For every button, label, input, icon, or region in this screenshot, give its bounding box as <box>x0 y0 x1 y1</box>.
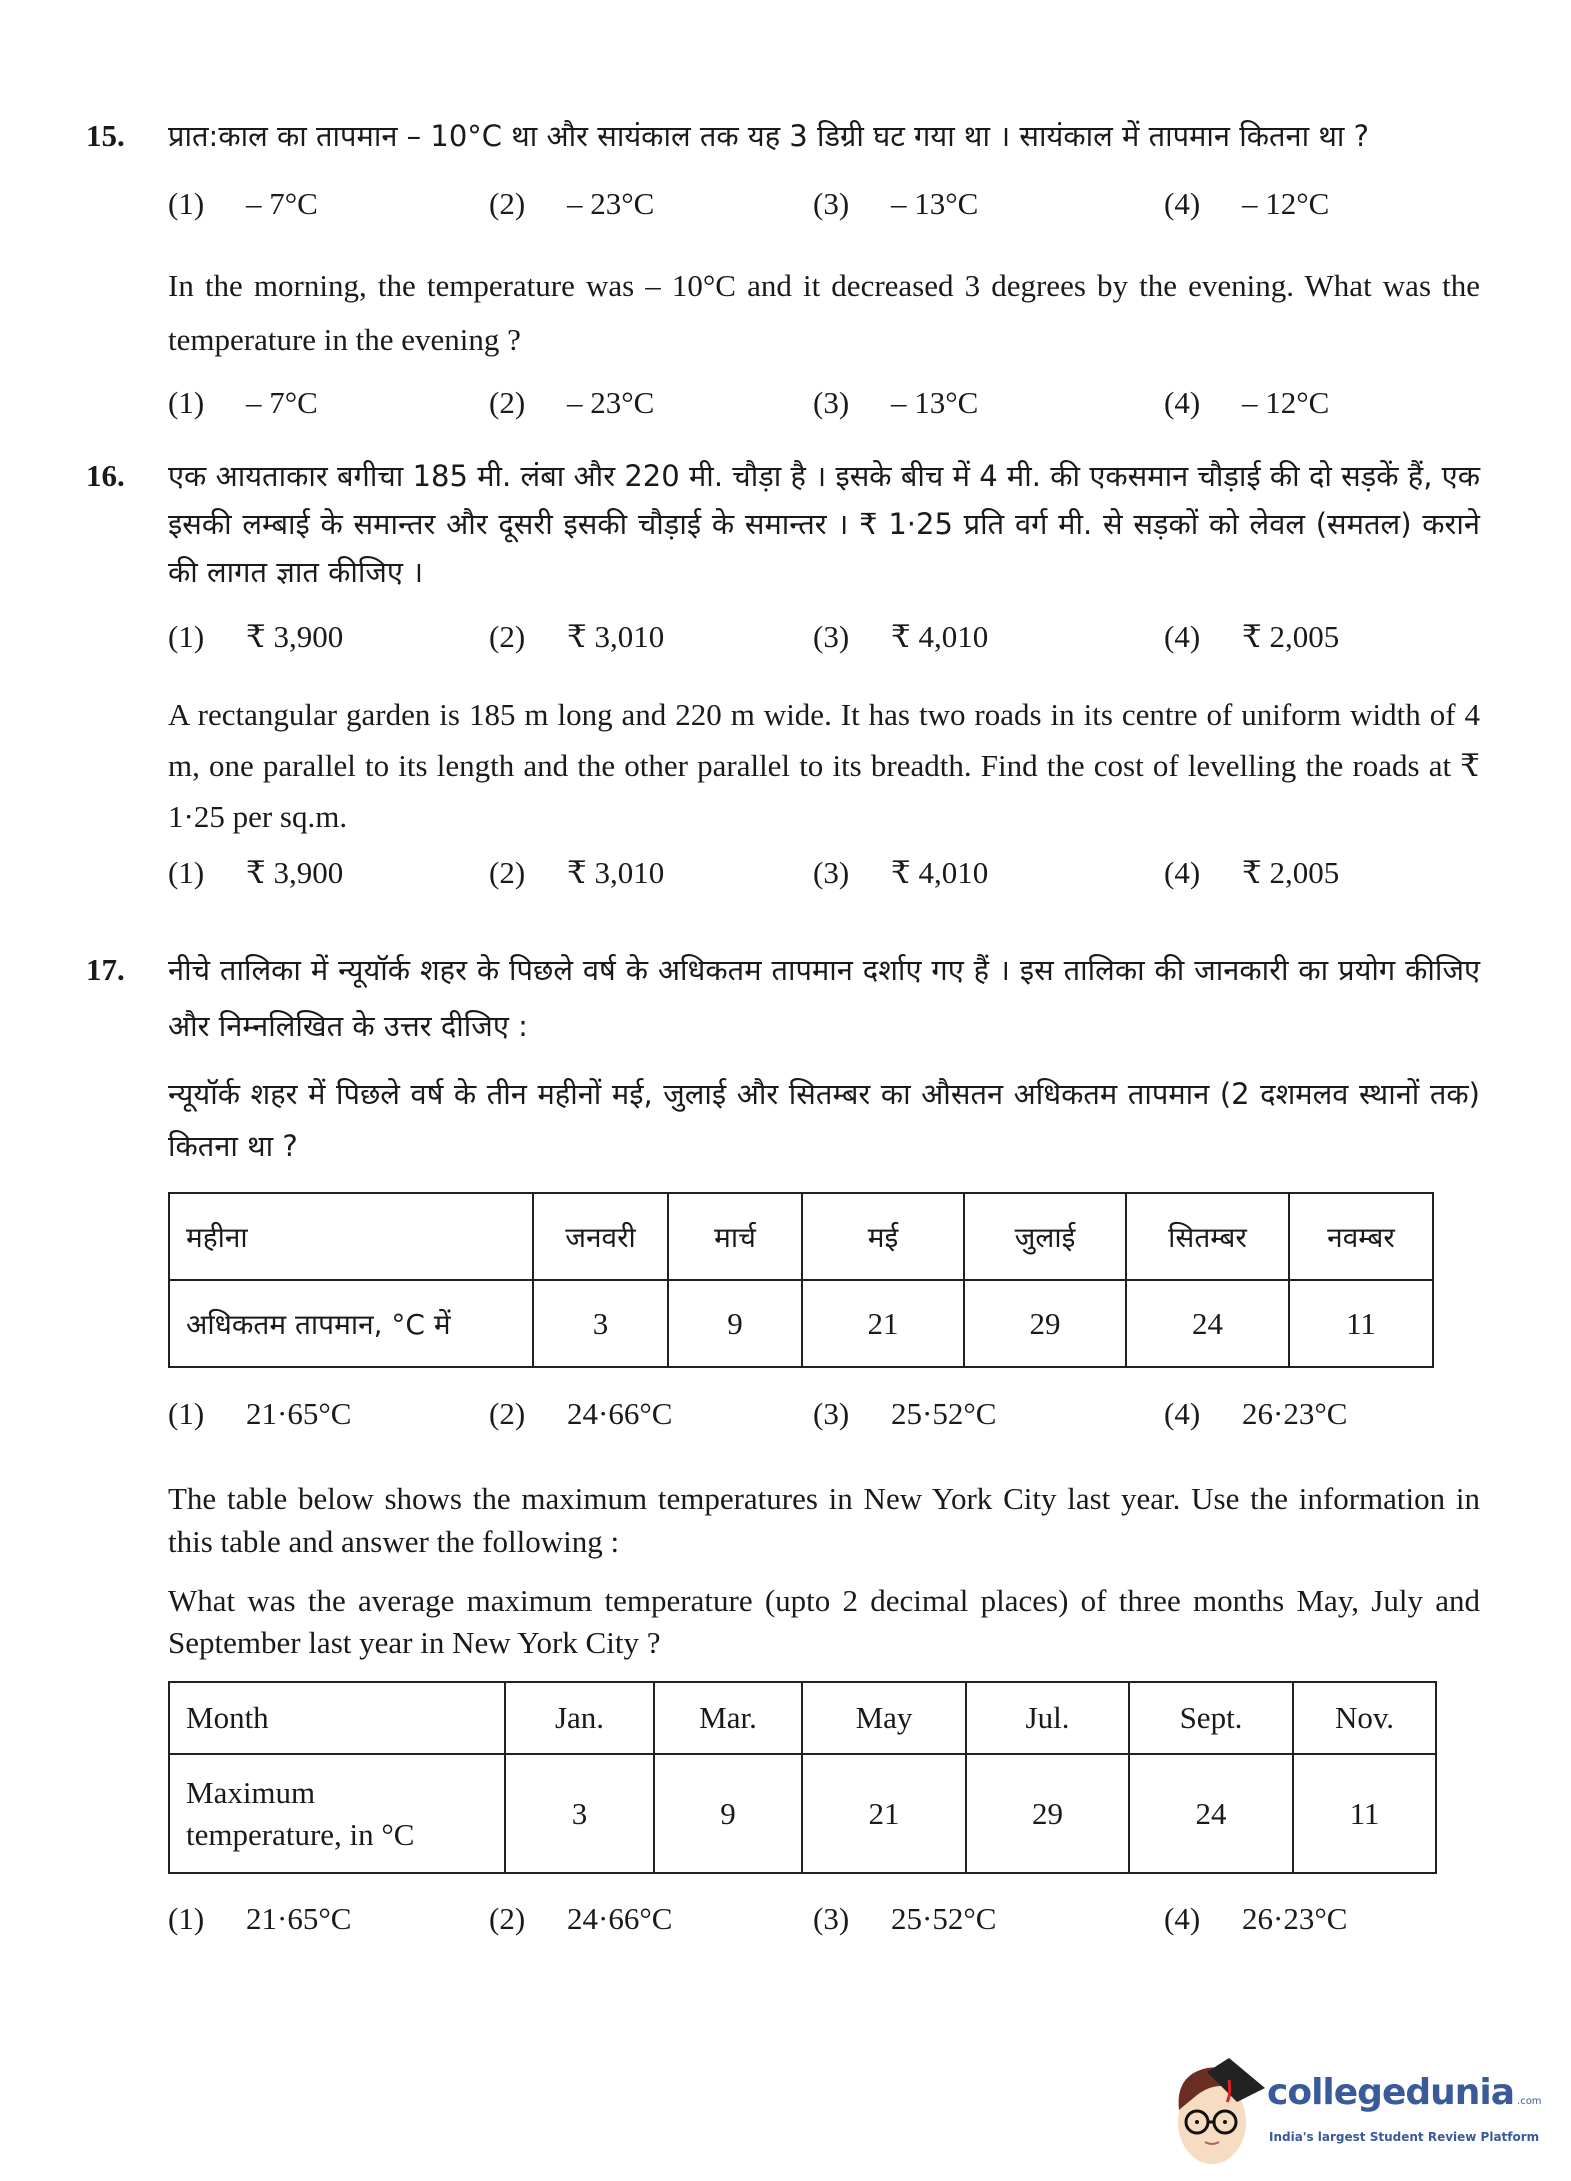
table-cell: 24 <box>1126 1280 1289 1367</box>
option-4[interactable] <box>1164 1392 1347 1436</box>
table-cell: Mar. <box>654 1682 802 1754</box>
option-1[interactable] <box>168 615 343 659</box>
collegedunia-logo <box>1167 2050 1567 2170</box>
table-cell: Nov. <box>1293 1682 1436 1754</box>
table-cell: Jan. <box>505 1682 654 1754</box>
option-value: 24·66°C <box>567 1396 673 1431</box>
option-value: – 12°C <box>1242 186 1330 221</box>
option-value: 26·23°C <box>1242 1901 1348 1936</box>
table-cell: 9 <box>654 1754 802 1873</box>
option-3[interactable] <box>813 1392 996 1436</box>
option-number: (4) <box>1164 385 1201 420</box>
logo-brand-row <box>1267 2072 1542 2113</box>
temperature-table-hindi <box>168 1192 1434 1368</box>
option-2[interactable] <box>489 1897 672 1941</box>
option-3[interactable] <box>813 851 988 895</box>
table-cell: Sept. <box>1129 1682 1293 1754</box>
question-17-hindi-intro: नीचे तालिका में न्यूयॉर्क शहर के पिछले वर्ष के अधिकतम तापमान दर्शाए गए हैं । इस तालिका की जानकारी का प्रयोग कीजिए और निम्नलिखित के उत्तर दीजिए : <box>168 953 1480 1043</box>
question-15 <box>86 112 1488 425</box>
option-number: (3) <box>813 1396 850 1431</box>
table-cell: मार्च <box>668 1193 802 1280</box>
question-15-options-english <box>168 381 1488 425</box>
option-2[interactable] <box>489 381 654 425</box>
option-3[interactable] <box>813 182 978 226</box>
option-number: (2) <box>489 1396 526 1431</box>
question-15-options-hindi <box>168 182 1488 226</box>
option-number: (4) <box>1164 619 1201 654</box>
option-value: – 13°C <box>891 385 979 420</box>
option-2[interactable] <box>489 1392 672 1436</box>
option-value: ₹ 2,005 <box>1242 619 1340 654</box>
option-4[interactable] <box>1164 615 1339 659</box>
option-value: 25·52°C <box>891 1396 997 1431</box>
temperature-table-english <box>168 1681 1437 1874</box>
option-number: (1) <box>168 1396 205 1431</box>
table-row <box>169 1754 1436 1873</box>
table-cell: 11 <box>1289 1280 1433 1367</box>
question-16-options-english <box>168 851 1488 895</box>
option-number: (2) <box>489 186 526 221</box>
table-cell: 9 <box>668 1280 802 1367</box>
option-1[interactable] <box>168 381 318 425</box>
option-value: 21·65°C <box>246 1901 352 1936</box>
question-16 <box>86 452 1488 895</box>
option-value: – 13°C <box>891 186 979 221</box>
option-number: (1) <box>168 385 205 420</box>
option-4[interactable] <box>1164 182 1329 226</box>
question-17-english-intro: The table below shows the maximum temperatures in New York City last year. Use the information in this table and answer the following : <box>168 1481 1480 1559</box>
option-value: 21·65°C <box>246 1396 352 1431</box>
table-cell: 3 <box>533 1280 668 1367</box>
table-cell: मई <box>802 1193 964 1280</box>
table-cell: May <box>802 1682 966 1754</box>
option-1[interactable] <box>168 182 318 226</box>
question-column <box>86 112 1488 1941</box>
option-value: ₹ 4,010 <box>891 855 989 890</box>
option-number: (2) <box>489 855 526 890</box>
table-cell: महीना <box>169 1193 533 1280</box>
question-16-options-hindi <box>168 615 1488 659</box>
table-cell: 29 <box>964 1280 1126 1367</box>
option-number: (2) <box>489 1901 526 1936</box>
table-cell: 21 <box>802 1280 964 1367</box>
option-number: (1) <box>168 619 205 654</box>
logo-brand-text: collegedunia <box>1267 2072 1515 2113</box>
option-value: – 12°C <box>1242 385 1330 420</box>
option-1[interactable] <box>168 1392 351 1436</box>
option-3[interactable] <box>813 381 978 425</box>
option-2[interactable] <box>489 182 654 226</box>
table-row <box>169 1280 1433 1367</box>
option-value: ₹ 3,010 <box>567 855 665 890</box>
option-3[interactable] <box>813 615 988 659</box>
option-value: 25·52°C <box>891 1901 997 1936</box>
question-number: 15. <box>86 118 125 153</box>
option-value: ₹ 3,010 <box>567 619 665 654</box>
table-cell: Month <box>169 1682 505 1754</box>
table-header-row <box>169 1193 1433 1280</box>
table-cell: Jul. <box>966 1682 1129 1754</box>
option-value: 24·66°C <box>567 1901 673 1936</box>
option-value: – 23°C <box>567 385 655 420</box>
option-number: (4) <box>1164 1901 1201 1936</box>
question-17-options-hindi <box>168 1392 1488 1436</box>
question-number: 17. <box>86 952 125 987</box>
option-number: (1) <box>168 855 205 890</box>
option-value: 26·23°C <box>1242 1396 1348 1431</box>
option-number: (4) <box>1164 186 1201 221</box>
question-15-hindi: प्रात:काल का तापमान – 10°C था और सायंकाल तक यह 3 डिग्री घट गया था । सायंकाल में तापमान कितना था ? <box>168 119 1370 153</box>
student-mascot-icon <box>1167 2050 1267 2170</box>
option-number: (4) <box>1164 1396 1201 1431</box>
question-16-english: A rectangular garden is 185 m long and 220 m wide. It has two roads in its centre of uniform width of 4 m, one parallel to its length and the other parallel to its breadth. Find the cost of levelling the roads at ₹ 1·25 per sq.m. <box>168 697 1480 834</box>
option-value: – 23°C <box>567 186 655 221</box>
table-row-label <box>169 1754 505 1873</box>
option-number: (3) <box>813 619 850 654</box>
table-cell: 21 <box>802 1754 966 1873</box>
table-cell: नवम्बर <box>1289 1193 1433 1280</box>
option-value: ₹ 3,900 <box>246 855 344 890</box>
option-number: (4) <box>1164 855 1201 890</box>
option-3[interactable] <box>813 1897 996 1941</box>
option-1[interactable] <box>168 851 343 895</box>
option-number: (1) <box>168 186 205 221</box>
logo-tagline: India's largest Student Review Platform <box>1269 2130 1540 2144</box>
option-value: – 7°C <box>246 385 318 420</box>
option-number: (3) <box>813 855 850 890</box>
option-number: (3) <box>813 385 850 420</box>
option-value: ₹ 4,010 <box>891 619 989 654</box>
logo-suffix: .com <box>1517 2096 1542 2107</box>
table-cell: 24 <box>1129 1754 1293 1873</box>
table-cell: 11 <box>1293 1754 1436 1873</box>
question-15-english: In the morning, the temperature was – 10°C and it decreased 3 degrees by the evening. What was the temperature in the evening ? <box>168 268 1480 357</box>
option-2[interactable] <box>489 851 664 895</box>
table-cell: जनवरी <box>533 1193 668 1280</box>
table-cell: जुलाई <box>964 1193 1126 1280</box>
question-number: 16. <box>86 458 125 493</box>
question-16-hindi: एक आयताकार बगीचा 185 मी. लंबा और 220 मी. चौड़ा है । इसके बीच में 4 मी. की एकसमान चौड़ाई की दो सड़कें हैं, एक इसकी लम्बाई के समान्तर और दूसरी इसकी चौड़ाई के समान्तर । ₹ 1·25 प्रति वर्ग मी. से सड़कों को लेवल (समतल) कराने की लागत ज्ञात कीजिए । <box>168 459 1480 589</box>
option-value: ₹ 3,900 <box>246 619 344 654</box>
option-number: (2) <box>489 619 526 654</box>
option-2[interactable] <box>489 615 664 659</box>
option-number: (3) <box>813 186 850 221</box>
option-number: (3) <box>813 1901 850 1936</box>
option-number: (2) <box>489 385 526 420</box>
table-header-row <box>169 1682 1436 1754</box>
option-number: (1) <box>168 1901 205 1936</box>
row-label-line: Maximum <box>186 1774 316 1810</box>
option-4[interactable] <box>1164 381 1329 425</box>
option-value: – 7°C <box>246 186 318 221</box>
table-cell: अधिकतम तापमान, °C में <box>169 1280 533 1367</box>
table-cell: सितम्बर <box>1126 1193 1289 1280</box>
row-label-line: temperature, in °C <box>186 1816 415 1852</box>
question-17-english-question: What was the average maximum temperature (upto 2 decimal places) of three months May, July and September last year in New York City ? <box>168 1583 1480 1660</box>
table-cell: 29 <box>966 1754 1129 1873</box>
option-value: ₹ 2,005 <box>1242 855 1340 890</box>
question-17-hindi-question: न्यूयॉर्क शहर में पिछले वर्ष के तीन महीनों मई, जुलाई और सितम्बर का औसतन अधिकतम तापमान (2 दशमलव स्थानों तक) कितना था ? <box>168 1077 1480 1163</box>
option-4[interactable] <box>1164 1897 1347 1941</box>
table-cell: 3 <box>505 1754 654 1873</box>
question-17-options-english <box>168 1897 1488 1941</box>
question-17 <box>86 942 1488 1941</box>
option-4[interactable] <box>1164 851 1339 895</box>
option-1[interactable] <box>168 1897 351 1941</box>
